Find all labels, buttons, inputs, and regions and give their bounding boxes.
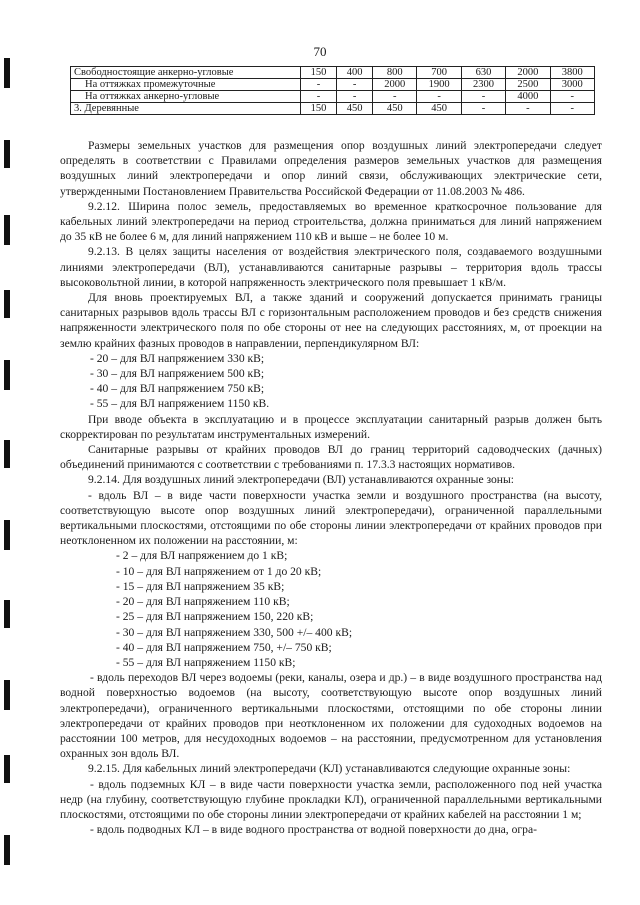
row-label: На оттяжках промежуточные: [71, 79, 301, 91]
row-label: На оттяжках анкерно-угловые: [71, 91, 301, 103]
paragraph: 9.2.13. В целях защиты населения от воздействия электрического поля, создаваемого воздушными линиями электропередачи (ВЛ), устанавливаются санитарные разрывы – территория вдоль трассы высоковольтной линии, в которой напряженность электрического поля превышает 1 кВ/м.: [60, 245, 602, 289]
table-cell: -: [373, 91, 417, 103]
paragraph: - вдоль подводных КЛ – в виде водного пространства от водной поверхности до дна, огра-: [90, 823, 537, 837]
table-cell: 4000: [506, 91, 550, 103]
binding-mark: [4, 140, 10, 168]
row-label: Свободностоящие анкерно-угловые: [71, 67, 301, 79]
table-row: [71, 91, 595, 103]
table-cell: -: [301, 79, 337, 91]
table-cell: -: [550, 91, 594, 103]
table-cell: -: [506, 103, 550, 115]
paragraph: 9.2.14. Для воздушных линий электропередачи (ВЛ) устанавливаются охранные зоны:: [88, 473, 515, 487]
paragraph: - вдоль переходов ВЛ через водоемы (реки, каналы, озера и др.) – в виде воздушного пространства над водной поверхностью водоемов (на высоту, соответствующую высоте опор воздушных линий электропередачи), ограниченного вертикальными плоскостями, отстоящими по обе стороны линии электропередачи от крайних проводов при неотклоненном их положении для судоходных водоемов на расстоянии 100 метров, для несудоходных водоемов – на расстоянии, предусмотренном для установления охранных зон вдоль ВЛ.: [60, 671, 602, 761]
list-item: - 15 – для ВЛ напряжением 35 кВ;: [116, 579, 285, 593]
table-row: [71, 67, 595, 79]
table-cell: -: [301, 91, 337, 103]
paragraph: При вводе объекта в эксплуатацию и в процессе эксплуатации санитарный разрыв должен быть скорректирован по результатам инструментальных измерений.: [60, 412, 602, 441]
paragraph: Для вновь проектируемых ВЛ, а также зданий и сооружений допускается принимать границы санитарных разрывов вдоль трассы ВЛ с горизонтальным расположением проводов и без средств снижения напряженности электрического поля по обе стороны от нее на следующих расстояниях, м, от проекции на землю крайних фазных проводов в направлении, перпендикулярном ВЛ:: [60, 291, 602, 350]
list-item: - 30 – для ВЛ напряжением 330, 500 +/– 400 кВ;: [116, 625, 353, 639]
table-cell: 3800: [550, 67, 594, 79]
table-cell: 450: [417, 103, 461, 115]
list-item: - 20 – для ВЛ напряжением 110 кВ;: [116, 595, 290, 609]
paragraph: - вдоль ВЛ – в виде части поверхности участка земли и воздушного пространства (на высоту, соответствующую высоте опор воздушных линий электропередачи), ограниченной параллельными вертикальными плоскостями, отстоящими по обе стороны линии электропередачи от крайних проводов при неотклоненном их положении на расстоянии, м:: [60, 488, 602, 548]
binding-mark: [4, 835, 10, 865]
table-cell: -: [461, 103, 505, 115]
table-cell: 630: [461, 67, 505, 79]
binding-mark: [4, 290, 10, 318]
binding-mark: [4, 58, 10, 88]
binding-mark: [4, 755, 10, 783]
binding-mark: [4, 520, 10, 550]
table-cell: 2000: [373, 79, 417, 91]
table-cell: 150: [301, 103, 337, 115]
norms-table: [70, 66, 595, 115]
list-item: - 55 – для ВЛ напряжением 1150 кВ;: [116, 655, 296, 669]
binding-mark: [4, 215, 10, 245]
table-cell: 1900: [417, 79, 461, 91]
table-row: [71, 103, 595, 115]
table-cell: -: [337, 91, 373, 103]
list-item: - 25 – для ВЛ напряжением 150, 220 кВ;: [116, 610, 314, 624]
paragraph: Санитарные разрывы от крайних проводов ВЛ до границ территорий садоводческих (дачных) объединений принимаются с соответствии с требованиями п. 17.3.3 настоящих нормативов.: [60, 443, 602, 472]
list-item: - 2 – для ВЛ напряжением до 1 кВ;: [116, 549, 288, 563]
table-cell: 700: [417, 67, 461, 79]
list-item: - 40 – для ВЛ напряжением 750 кВ;: [90, 382, 265, 396]
table-cell: 450: [373, 103, 417, 115]
binding-mark: [4, 440, 10, 468]
table-cell: 150: [301, 67, 337, 79]
table-cell: 3000: [550, 79, 594, 91]
table-row: [71, 79, 595, 91]
binding-mark: [4, 600, 10, 628]
page-number: 70: [313, 44, 327, 59]
list-item: - 55 – для ВЛ напряжением 1150 кВ.: [90, 397, 270, 411]
table-cell: -: [550, 103, 594, 115]
paragraph: 9.2.15. Для кабельных линий электропередачи (КЛ) устанавливаются следующие охранные зоны:: [88, 762, 571, 776]
list-item: - 40 – для ВЛ напряжением 750, +/– 750 кВ;: [116, 640, 332, 654]
document-body: [60, 138, 602, 837]
paragraph: - вдоль подземных КЛ – в виде части поверхности участка земли, расположенного под ней участка недр (на глубину, соответствующую глубине прокладки КЛ), ограниченной параллельными вертикальными плоскостями, отстоящими по обе стороны линии электропередачи от крайних кабелей на расстоянии 1 м;: [60, 777, 602, 821]
table-cell: 800: [373, 67, 417, 79]
paragraph: 9.2.12. Ширина полос земель, предоставляемых во временное краткосрочное пользование для кабельных линий электропередачи на период строительства, должна приниматься для линий напряжением до 35 кВ не более 6 м, для линий напряжением 110 кВ и выше – не более 10 м.: [60, 199, 602, 244]
list-item: - 30 – для ВЛ напряжением 500 кВ;: [90, 367, 265, 381]
table-cell: 2000: [506, 67, 550, 79]
table-cell: 400: [337, 67, 373, 79]
table-cell: -: [461, 91, 505, 103]
list-item: - 20 – для ВЛ напряжением 330 кВ;: [90, 351, 265, 365]
list-item: - 10 – для ВЛ напряжением от 1 до 20 кВ;: [116, 564, 322, 578]
table-cell: 450: [337, 103, 373, 115]
row-label: 3. Деревянные: [71, 103, 301, 115]
table-cell: 2500: [506, 79, 550, 91]
paragraph: Размеры земельных участков для размещения опор воздушных линий электропередачи следует определять в соответствии с Правилами определения размеров земельных участков для размещения воздушных линий электропередачи и опор линий связи, обслуживающих электрические сети, утвержденными Постановлением Правительства Российской Федерации от 11.08.2003 № 486.: [60, 139, 602, 198]
table-cell: -: [337, 79, 373, 91]
table-cell: -: [417, 91, 461, 103]
binding-mark: [4, 360, 10, 390]
binding-mark: [4, 680, 10, 710]
table-cell: 2300: [461, 79, 505, 91]
